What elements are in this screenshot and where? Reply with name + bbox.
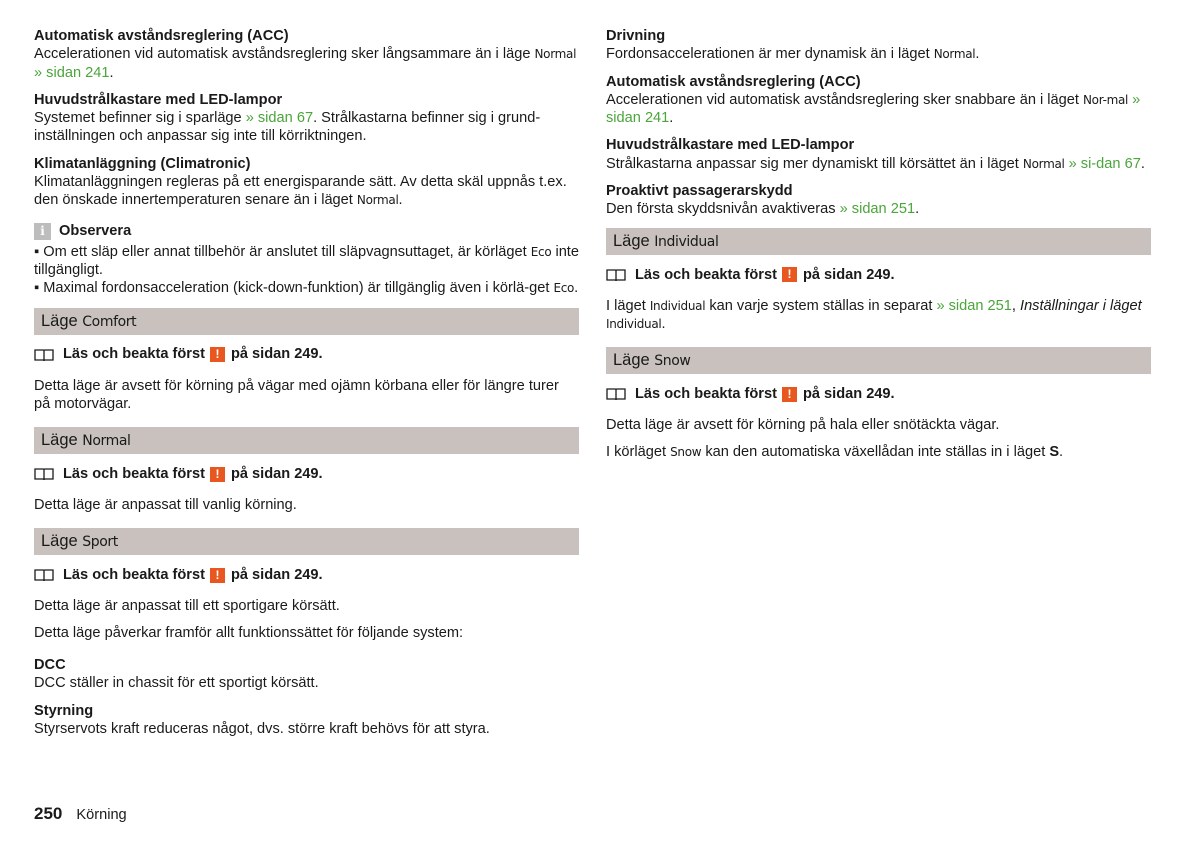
entry-text [34,45,579,82]
entry-heading: Proaktivt passagerarskydd [606,183,793,200]
info-entry [606,182,1151,219]
info-entry [606,136,1151,173]
page-reference-link[interactable]: » sidan 241 [34,64,110,81]
text-span: inte tillgängligt. [34,243,579,278]
text-span: . [398,192,403,209]
read-first-page: på sidan 249. [802,386,895,403]
read-first-page: på sidan 249. [230,346,323,363]
paragraph [606,297,1151,334]
text-span: Accelerationen vid automatisk avståndsreglering sker långsammare än i läge [34,46,535,63]
text-span: . [1140,155,1145,172]
read-first-page: på sidan 249. [230,567,323,584]
book-icon [34,467,54,481]
read-first-text: Läs och beakta först [63,466,205,482]
note-bullet [34,243,579,280]
spacer [606,469,1151,475]
paragraph: Detta läge påverkar framför allt funktionssättet för följande system: [34,624,464,641]
info-entry [34,27,579,82]
paragraph: Detta läge är anpassat till ett sportigare körsätt. [34,598,340,615]
mode-name: Individual [606,316,662,331]
section-prefix: Läge [41,532,83,551]
mode-name: Normal [1022,156,1065,171]
text-span: Strålkastarna anpassar sig mer dynamiskt till körsättet än i läget [606,155,1023,172]
left-column [34,27,579,747]
section-mode-name: Sport [82,534,118,551]
section-mode-name: Individual [654,233,719,250]
info-entry [34,702,579,739]
read-first-notice [606,384,1151,404]
entry-heading: Huvudstrålkastare med LED-lampor [606,137,855,154]
book-icon [34,568,54,582]
info-entry [34,656,579,693]
paragraph: Detta läge är anpassat till vanlig körning. [34,497,297,514]
text-span: kan varje system ställas in separat [705,297,937,314]
section-header [34,528,579,555]
section-mode-name: Normal [82,433,131,450]
bold-text: S [1049,443,1060,460]
note-bullet [34,279,579,297]
note-bullets [34,243,579,298]
entry-heading: Drivning [606,28,666,44]
page-reference-link[interactable]: » si-dan 67 [1064,155,1141,172]
info-entry [606,73,1151,128]
text-span: . [1059,443,1064,460]
warning-icon: ! [210,347,225,362]
text-span: ▪ Maximal fordonsacceleration (kick-down-funktion) är tillgänglig även i körlä-get [34,280,554,297]
mode-name: Normal [356,193,399,208]
mode-name: Eco [553,281,575,296]
text-span: . [661,315,666,332]
mode-name: Normal [933,47,976,62]
entry-heading: Styrning [34,702,94,719]
mode-name: Nor-mal [1083,92,1129,107]
entry-text [34,109,579,146]
text-span: Detta läge är avsett för körning på hala eller snötäckta vägar. [606,417,1000,434]
mode-name: Individual [649,298,706,313]
info-icon: i [34,223,51,240]
section-header [34,308,579,335]
section-prefix: Läge [613,351,655,370]
text-span: . [109,64,114,81]
read-first-text: Läs och beakta först [635,386,777,403]
text-span: , [1011,297,1021,314]
section-header [34,427,579,454]
note-heading [34,222,579,241]
section-prefix: Läge [613,231,655,250]
text-span: . [669,110,674,127]
page-number: 250 [34,804,63,823]
page-reference-link[interactable]: » sidan 251 [839,201,916,218]
text-span: Accelerationen vid automatisk avståndsreglering sker snabbare än i läget [606,91,1083,108]
page-reference-link[interactable]: » sidan 241 [606,91,1141,127]
entry-text [606,91,1151,128]
entry-heading: DCC [34,657,66,674]
section-header [606,228,1151,255]
italic-text: Inställningar i läget [1020,297,1142,314]
read-first-notice [34,464,579,484]
page-reference-link[interactable]: » sidan 67 [245,110,314,127]
text-span: . [915,201,920,218]
section-mode-name: Comfort [82,313,137,330]
read-first-notice [606,265,1151,285]
read-first-page: på sidan 249. [802,266,895,283]
warning-icon: ! [210,467,225,482]
text-span: Den första skyddsnivån avaktiveras [606,201,840,218]
read-first-text: Läs och beakta först [63,346,205,363]
info-entry [606,27,1151,64]
text-span: kan den automatiska växellådan inte ställas in i läget [701,443,1050,460]
read-first-text: Läs och beakta först [635,266,777,283]
entry-text [606,155,1151,173]
book-icon [606,268,626,282]
entry-heading: Automatisk avståndsreglering (ACC) [606,73,861,90]
right-column [606,27,1151,475]
section-mode-name: Snow [654,353,691,370]
paragraph [606,416,1151,434]
paragraph [606,443,1151,461]
text-span: Klimatanläggningen regleras på ett energisparande sätt. Av detta skäl uppnås t.ex. den önskade innertemperaturen senare än i läget [34,174,567,209]
mode-name: Snow [670,444,702,459]
read-first-notice [34,565,579,585]
read-first-page: på sidan 249. [230,466,323,482]
info-entry [34,91,579,146]
page-reference-link[interactable]: » sidan 251 [936,297,1012,314]
info-entry [34,155,579,210]
section-header [606,347,1151,374]
section-prefix: Läge [41,431,83,450]
read-first-text: Läs och beakta först [63,567,205,584]
entry-text [606,45,1151,63]
observe-note [34,222,579,298]
entry-heading: Klimatanläggning (Climatronic) [34,155,251,172]
warning-icon: ! [210,568,225,583]
text-span: . [975,46,980,63]
page-footer [34,805,127,824]
text-span: . Strålkastarna befinner sig i grund-inställningen och anpassar sig inte till körriktningen. [34,110,541,145]
text-span: . [574,280,579,297]
warning-icon: ! [782,267,797,282]
warning-icon: ! [782,387,797,402]
entry-heading: Automatisk avståndsreglering (ACC) [34,28,289,44]
entry-text [34,173,579,210]
entry-text: DCC ställer in chassit för ett sportigt körsätt. [34,675,319,692]
book-icon [606,387,626,401]
mode-name: Normal [534,47,577,62]
note-title: Observera [59,223,132,240]
paragraph: Detta läge är avsett för körning på vägar med ojämn körbana eller för längre turer på motorvägar. [34,377,559,412]
text-span: I körläget [606,443,671,460]
book-icon [34,348,54,362]
section-prefix: Läge [41,311,83,330]
chapter-title: Körning [76,807,127,823]
entry-text [606,200,1151,218]
mode-name: Eco [530,244,552,259]
text-span: Fordonsaccelerationen är mer dynamisk än i läget [606,46,934,63]
text-span: ▪ Om ett släp eller annat tillbehör är anslutet till släpvagnsuttaget, är körläget [34,243,531,260]
text-span: I läget [606,297,650,314]
entry-heading: Huvudstrålkastare med LED-lampor [34,91,283,108]
entry-text: Styrservots kraft reduceras något, dvs. större kraft behövs för att styra. [34,720,490,737]
text-span: Systemet befinner sig i sparläge [34,110,246,127]
read-first-notice [34,345,579,365]
